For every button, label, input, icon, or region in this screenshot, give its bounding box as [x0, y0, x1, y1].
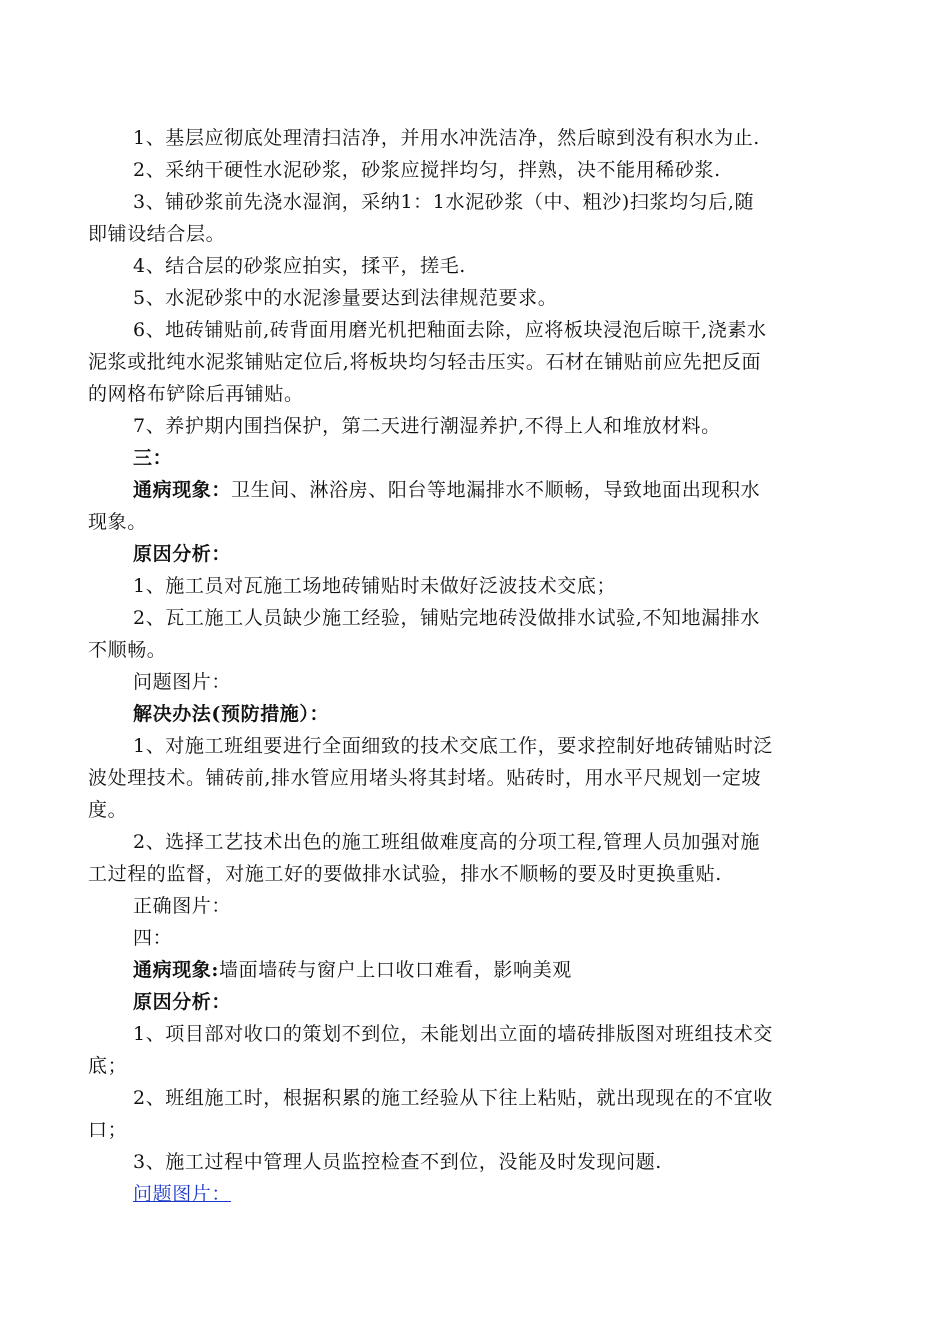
section-label: 通病现象：	[133, 479, 232, 501]
line-text: 2、班组施工时，根据积累的施工经验从下往上粘贴，就出现现在的不宜收	[133, 1087, 773, 1109]
line-text: 原因分析：	[133, 543, 232, 565]
text-line	[88, 410, 858, 442]
text-line	[88, 250, 858, 282]
line-text: 底；	[88, 1055, 128, 1077]
document-page	[88, 122, 858, 1210]
line-text: 即铺设结合层。	[88, 223, 226, 245]
text-line	[88, 282, 858, 314]
text-line	[88, 474, 858, 506]
text-line	[88, 570, 858, 602]
text-line	[88, 314, 858, 346]
text-line	[88, 1082, 858, 1114]
section-label: 通病现象:	[133, 959, 220, 981]
text-line	[88, 1146, 858, 1178]
text-line	[88, 506, 858, 538]
line-text: 波处理技术。铺砖前,排水管应用堵头将其封堵。贴砖时，用水平尺规划一定坡	[88, 767, 762, 789]
text-line	[88, 794, 858, 826]
text-line	[88, 730, 858, 762]
text-line	[88, 1018, 858, 1050]
line-text: 度。	[88, 799, 128, 821]
line-text: 问题图片：	[133, 671, 232, 693]
text-line	[88, 186, 858, 218]
text-line	[88, 954, 858, 986]
line-text: 1、基层应彻底处理清扫洁净，并用水冲洗洁净，然后晾到没有积水为止.	[133, 127, 760, 149]
line-text: 4、结合层的砂浆应拍实，揉平，搓毛.	[133, 255, 466, 277]
text-line	[88, 826, 858, 858]
line-text: 口；	[88, 1119, 128, 1141]
line-text: 2、瓦工施工人员缺少施工经验，铺贴完地砖没做排水试验,不知地漏排水	[133, 607, 760, 629]
line-text: 1、项目部对收口的策划不到位，未能划出立面的墙砖排版图对班组技术交	[133, 1023, 773, 1045]
line-text: 3、施工过程中管理人员监控检查不到位，没能及时发现问题.	[133, 1151, 662, 1173]
text-line	[88, 378, 858, 410]
line-text: 四：	[133, 927, 173, 949]
line-text: 墙面墙砖与窗户上口收口难看，影响美观	[219, 959, 572, 981]
text-line	[88, 1114, 858, 1146]
line-text: 7、养护期内围挡保护，第二天进行潮湿养护,不得上人和堆放材料。	[133, 415, 721, 437]
text-line	[88, 986, 858, 1018]
line-text: 卫生间、淋浴房、阳台等地漏排水不顺畅，导致地面出现积水	[231, 479, 761, 501]
text-line	[88, 154, 858, 186]
text-line	[88, 1050, 858, 1082]
text-line	[88, 442, 858, 474]
line-text: 6、地砖铺贴前,砖背面用磨光机把釉面去除，应将板块浸泡后晾干,浇素水	[133, 319, 767, 341]
text-line	[88, 922, 858, 954]
line-text: 3、铺砂浆前先浇水湿润，采纳1：1水泥砂浆（中、粗沙)扫浆均匀后,随	[133, 191, 755, 213]
line-text: 泥浆或批纯水泥浆铺贴定位后,将板块均匀轻击压实。石材在铺贴前应先把反面	[88, 351, 762, 373]
text-line	[88, 122, 858, 154]
text-line	[88, 602, 858, 634]
text-line	[88, 666, 858, 698]
text-line	[88, 218, 858, 250]
line-text: 5、水泥砂浆中的水泥渗量要达到法律规范要求。	[133, 287, 558, 309]
line-text: 2、选择工艺技术出色的施工班组做难度高的分项工程,管理人员加强对施	[133, 831, 760, 853]
line-text: 现象。	[88, 511, 147, 533]
problem-image-link[interactable]	[88, 1178, 858, 1210]
text-line	[88, 858, 858, 890]
line-text: 工过程的监督，对施工好的要做排水试验，排水不顺畅的要及时更换重贴.	[88, 863, 722, 885]
line-text: 1、对施工班组要进行全面细致的技术交底工作，要求控制好地砖铺贴时泛	[133, 735, 773, 757]
link-text[interactable]: 问题图片：	[133, 1183, 232, 1205]
line-text: 1、施工员对瓦施工场地砖铺贴时未做好泛波技术交底；	[133, 575, 617, 597]
text-line	[88, 346, 858, 378]
line-text: 不顺畅。	[88, 639, 167, 661]
line-text: 的网格布铲除后再铺贴。	[88, 383, 304, 405]
line-text: 正确图片：	[133, 895, 232, 917]
line-text: 2、采纳干硬性水泥砂浆，砂浆应搅拌均匀，拌熟，决不能用稀砂浆.	[133, 159, 721, 181]
line-text: 解决办法(预防措施）：	[133, 703, 330, 725]
text-line	[88, 890, 858, 922]
line-text: 原因分析：	[133, 991, 232, 1013]
text-line	[88, 698, 858, 730]
line-text: 三：	[133, 447, 173, 469]
text-line	[88, 538, 858, 570]
text-line	[88, 634, 858, 666]
text-line	[88, 762, 858, 794]
